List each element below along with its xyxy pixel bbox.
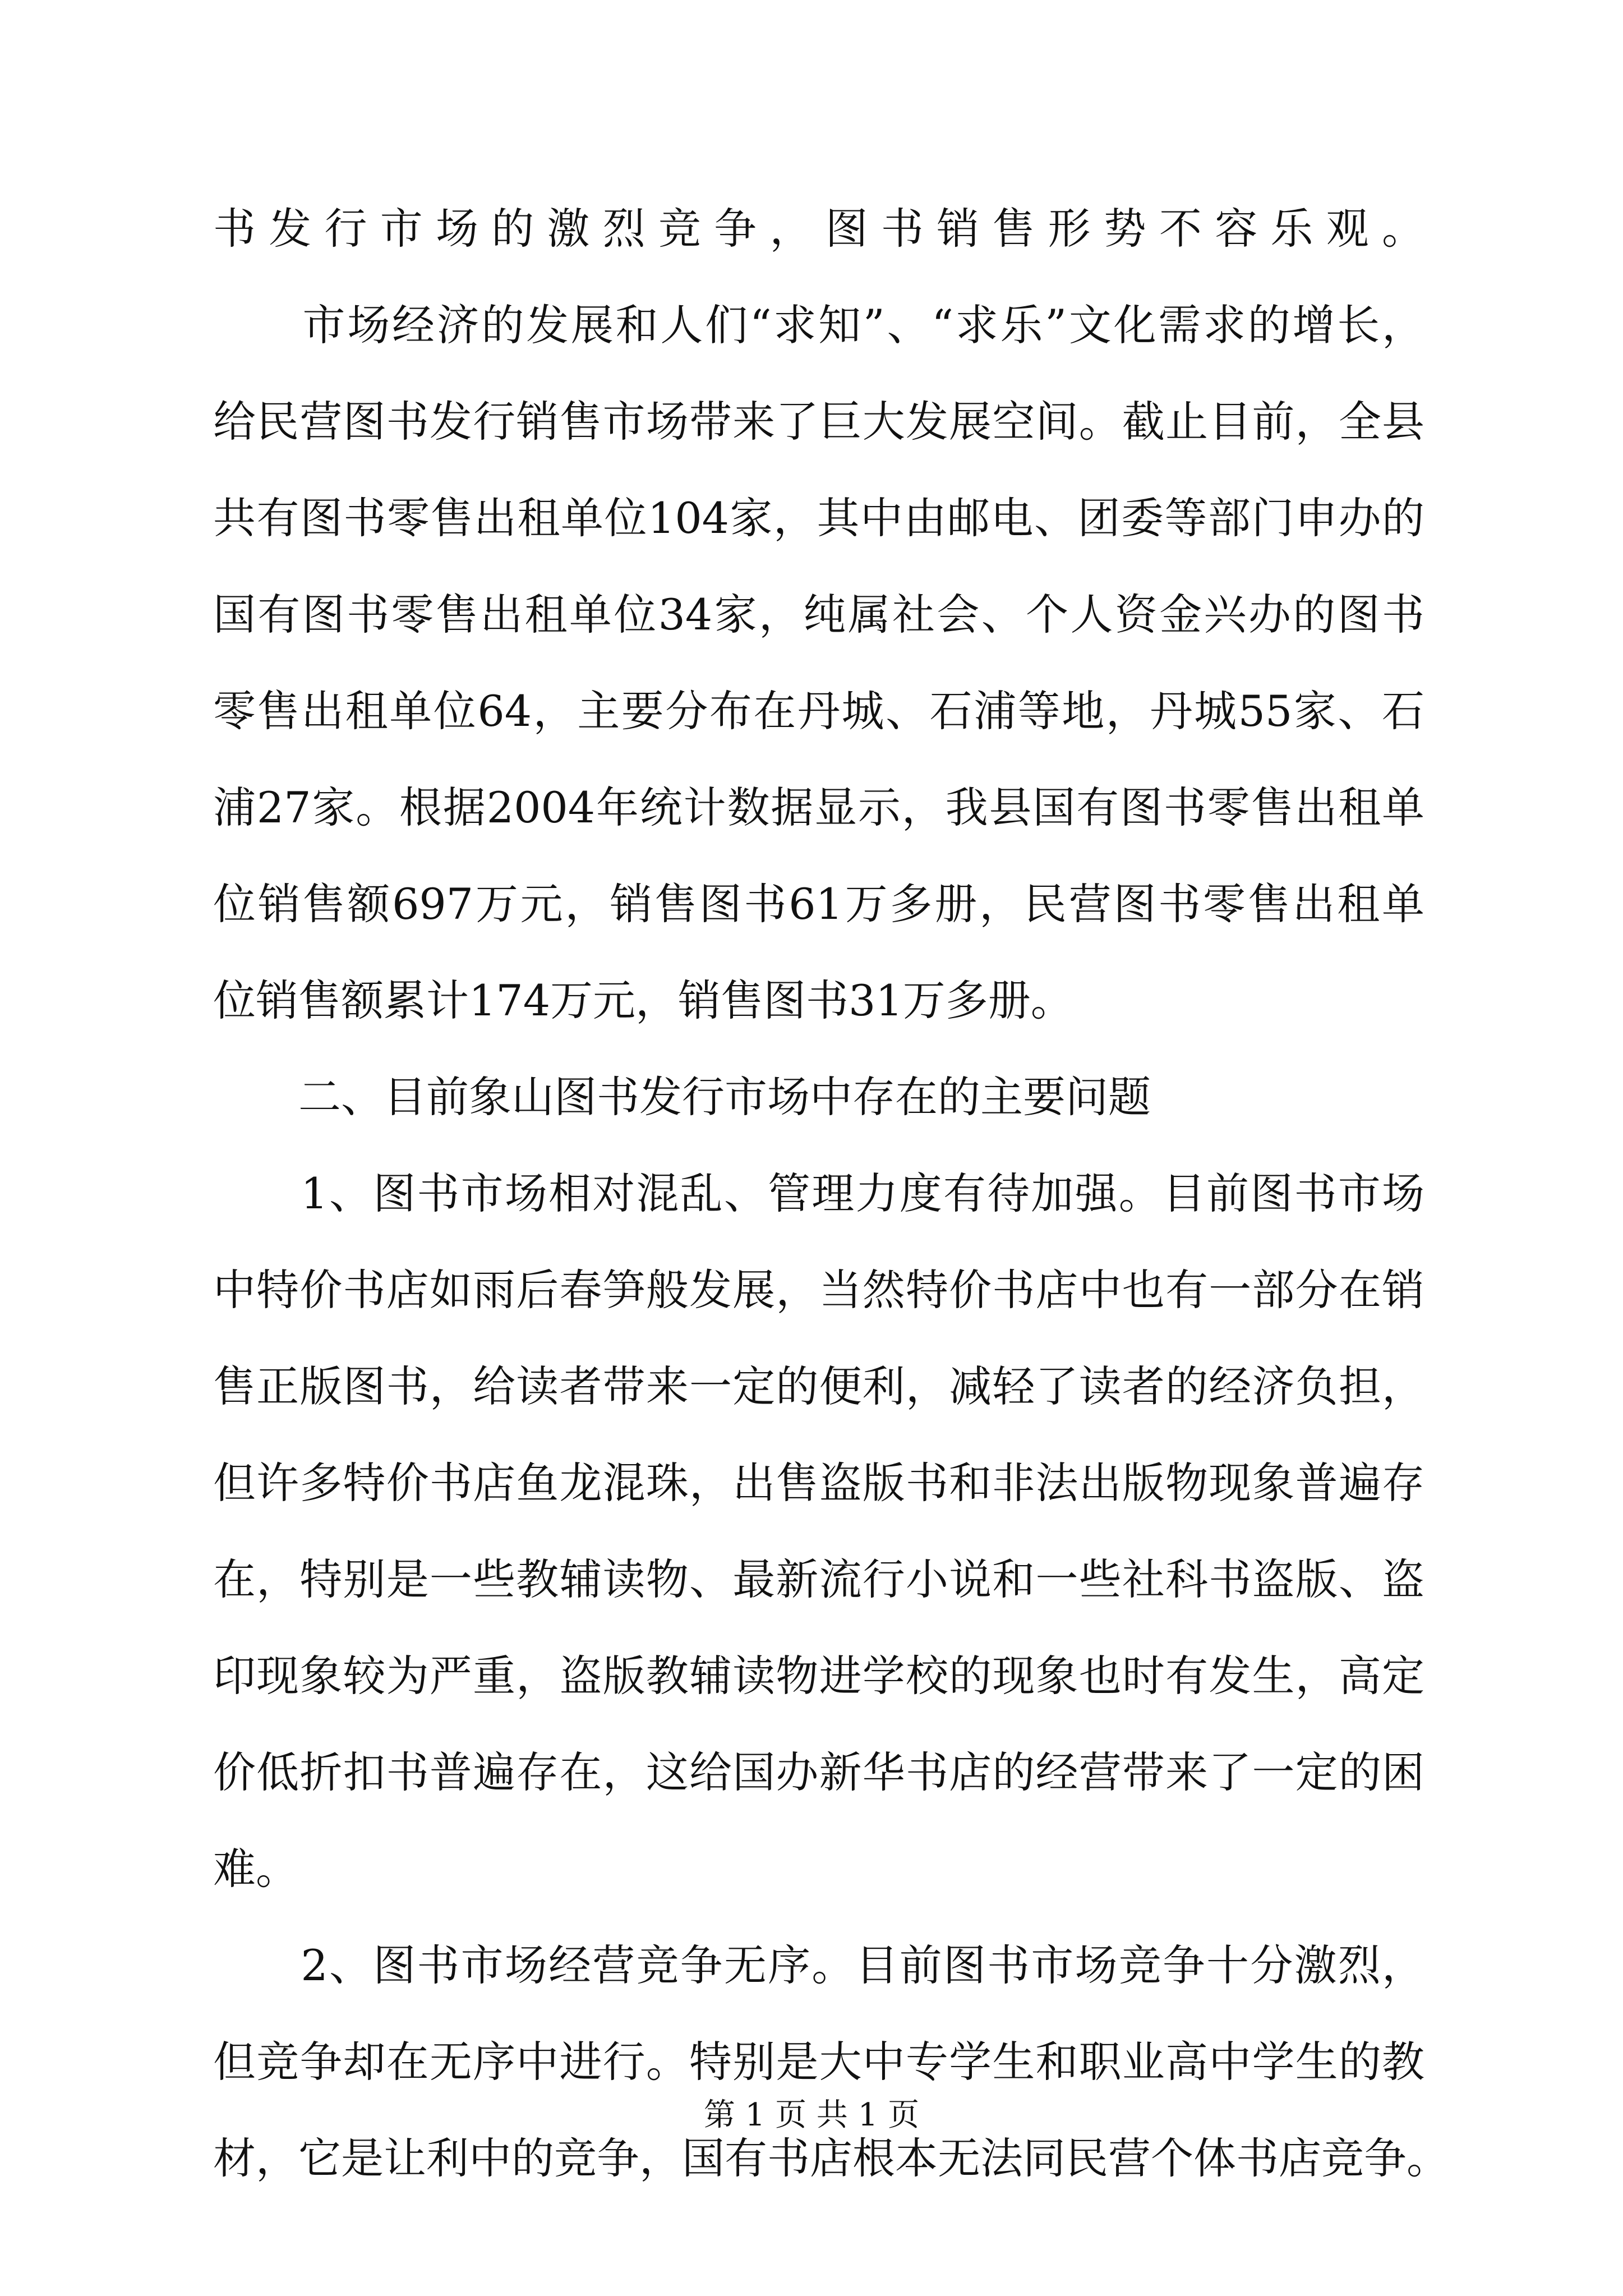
page-footer: 第 1 页 共 1 页 <box>703 2097 920 2133</box>
text-line: 在，特别是一些教辅读物、最新流行小说和一些社科书盗版、盗 <box>213 1554 1424 1604</box>
text-line: 但许多特价书店鱼龙混珠，出售盗版书和非法出版物现象普遍存 <box>213 1458 1424 1508</box>
text-line: 材，它是让利中的竞争，国有书店根本无法同民营个体书店竞争。 <box>213 2133 1449 2183</box>
text-line: 难。 <box>213 1844 298 1894</box>
text-line: 2、图书市场经营竞争无序。目前图书市场竞争十分激烈， <box>213 1940 1424 1990</box>
text-line: 中特价书店如雨后春笋般发展，当然特价书店中也有一部分在销 <box>213 1265 1424 1315</box>
section-heading: 二、目前象山图书发行市场中存在的主要问题 <box>213 1072 1151 1122</box>
text-line: 国有图书零售出租单位34家，纯属社会、个人资金兴办的图书 <box>213 590 1424 639</box>
text-line: 价低折扣书普遍存在，这给国办新华书店的经营带来了一定的困 <box>213 1747 1424 1797</box>
text-line: 给民营图书发行销售市场带来了巨大发展空间。截止目前，全县 <box>213 397 1424 447</box>
text-line: 零售出租单位64，主要分布在丹城、石浦等地，丹城55家、石 <box>213 686 1424 736</box>
text-line: 印现象较为严重，盗版教辅读物进学校的现象也时有发生，高定 <box>213 1651 1424 1701</box>
text-line: 浦27家。根据2004年统计数据显示，我县国有图书零售出租单 <box>213 783 1424 832</box>
text-line: 书发行市场的激烈竞争，图书销售形势不容乐观。 <box>213 204 1424 254</box>
text-line: 共有图书零售出租单位104家，其中由邮电、团委等部门申办的 <box>213 493 1424 543</box>
text-line: 售正版图书，给读者带来一定的便利，减轻了读者的经济负担， <box>213 1361 1424 1411</box>
text-line: 1、图书市场相对混乱、管理力度有待加强。目前图书市场 <box>213 1168 1424 1218</box>
text-line: 位销售额累计174万元，销售图书31万多册。 <box>213 976 1073 1025</box>
text-line: 位销售额697万元，销售图书61万多册，民营图书零售出租单 <box>213 879 1424 929</box>
text-line: 但竞争却在无序中进行。特别是大中专学生和职业高中学生的教 <box>213 2037 1424 2087</box>
text-line: 市场经济的发展和人们“求知”、“求乐”文化需求的增长， <box>213 300 1424 350</box>
